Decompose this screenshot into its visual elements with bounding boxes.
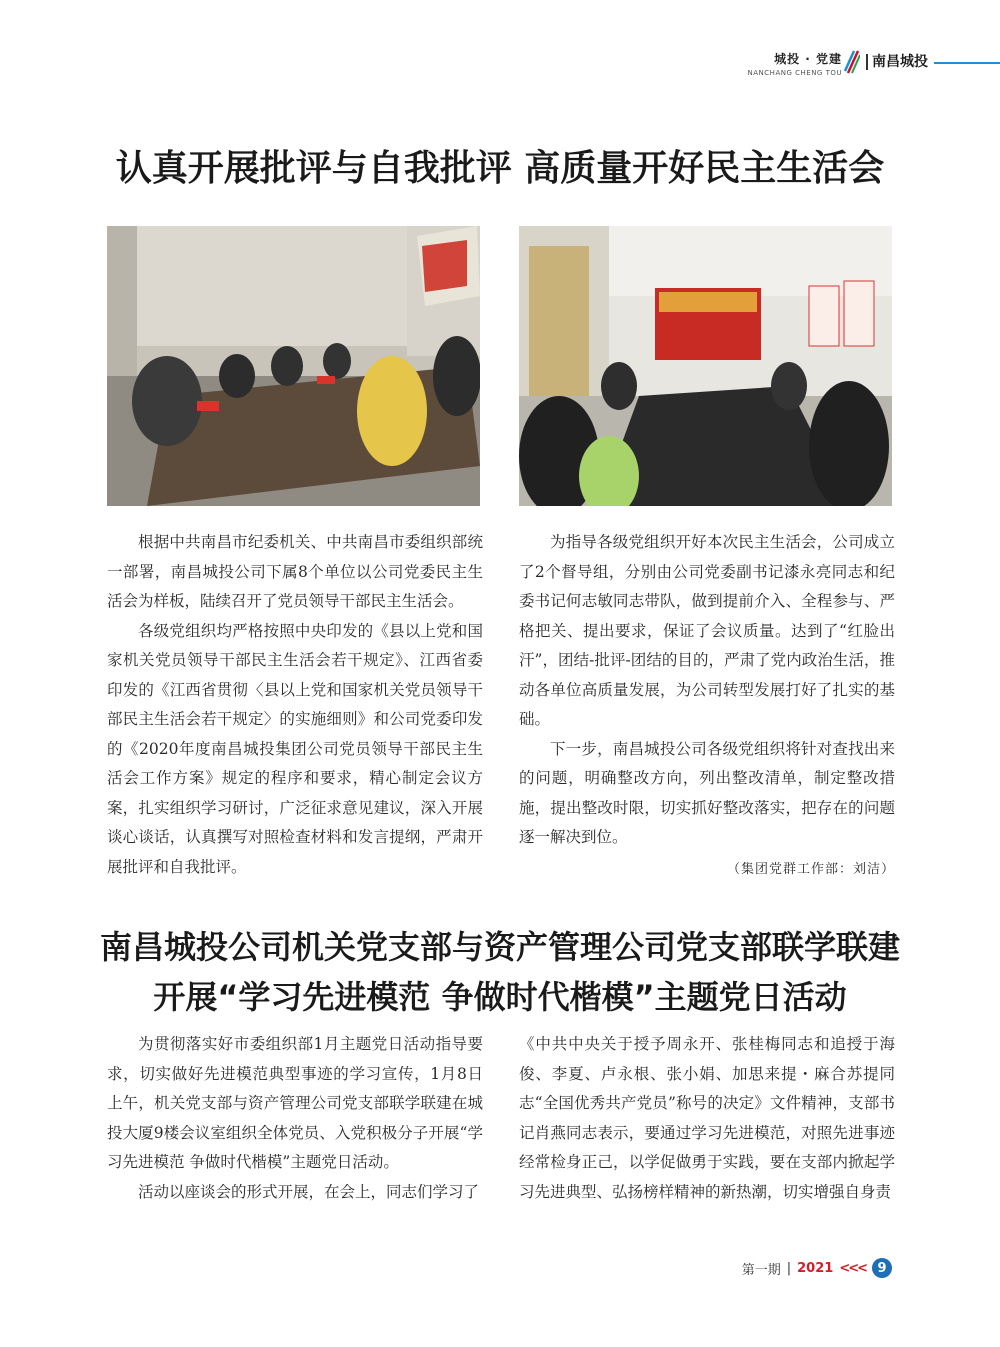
- header-brand: 南昌城投: [866, 54, 928, 70]
- article2-title: [0, 922, 1000, 1022]
- meeting-photo-left: [107, 226, 480, 506]
- article2-right-paragraph: 《中共中央关于授予周永开、张桂梅同志和追授于海俊、李夏、卢永根、张小娟、加思来提・麻合苏提同志“全国优秀共产党员”称号的决定》文件精神，支部书记肖燕同志表示，要通过学习先进模范，对照先进事迹经常检身正己，以学促做勇于实践，要在支部内掀起学习先进典型、弘扬榜样精神的新热潮，切实增强自身责: [519, 1035, 895, 1201]
- article2-left-paragraph: 活动以座谈会的形式开展，在会上，同志们学习了: [138, 1182, 480, 1201]
- article1-left-paragraph: 各级党组织均严格按照中央印发的《县以上党和国家机关党员领导干部民主生活会若干规定》、江西省委印发的《江西省贯彻〈县以上党和国家机关党员领导干部民主生活会若干规定〉的实施细则》和公司党委印发的《2020年度南昌城投集团公司党员领导干部民主生活会工作方案》规定的程序和要求，精心制定会议方案，扎实组织学习研讨，广泛征求意见建议，深入开展谈心谈话，认真撰写对照检查材料和发言提纲，严肃开展批评和自我批评。: [107, 621, 483, 876]
- article1-right-paragraph: 下一步，南昌城投公司各级党组织将针对查找出来的问题，明确整改方向，列出整改清单，制定整改措施，提出整改时限，切实抓好整改落实，把存在的问题逐一解决到位。: [519, 739, 895, 846]
- article2-left-paragraph: 为贯彻落实好市委组织部1月主题党日活动指导要求，切实做好先进模范典型事迹的学习宣传，1月8日上午，机关党支部与资产管理公司党支部联学联建在城投大厦9楼会议室组织全体党员、入党积极分子开展“学习先进模范 争做时代楷模”主题党日活动。: [107, 1035, 483, 1171]
- article1-left-paragraph: 根据中共南昌市纪委机关、中共南昌市委组织部统一部署，南昌城投公司下属8个单位以公司党委民主生活会为样板，陆续召开了党员领导干部民主生活会。: [107, 533, 483, 610]
- article1-credit: （集团党群工作部：刘洁）: [726, 861, 895, 877]
- article2-left-column: [107, 1030, 483, 1207]
- footer-year: 2021: [797, 1260, 834, 1276]
- article2-title-line1: 南昌城投公司机关党支部与资产管理公司党支部联学联建: [99, 928, 900, 966]
- article2-right-column: [519, 1030, 895, 1207]
- brand-logo-icon: [844, 50, 860, 74]
- article1-left-column: [107, 528, 483, 882]
- footer-divider: |: [786, 1260, 792, 1276]
- meeting-photo-right: [519, 226, 892, 506]
- header-accent-line: [934, 62, 1000, 64]
- page-footer: [742, 1258, 892, 1278]
- footer-issue: 第一期: [741, 1262, 781, 1278]
- header-subtitle: NANCHANG CHENG TOU: [747, 69, 842, 77]
- page-header: [700, 44, 1000, 84]
- article1-title: 认真开展批评与自我批评 高质量开好民主生活会: [115, 148, 885, 189]
- article1-right-column: [519, 528, 895, 884]
- article1-right-paragraph: 为指导各级党组织开好本次民主生活会，公司成立了2个督导组，分别由公司党委副书记漆永亮同志和纪委书记何志敏同志带队，做到提前介入、全程参与、严格把关、提出要求，保证了会议质量。达到了“红脸出汗”，团结-批评-团结的目的，严肃了党内政治生活，推动各单位高质量发展，为公司转型发展打好了扎实的基础。: [519, 533, 895, 728]
- page-number: 9: [872, 1258, 892, 1278]
- article2-title-line2: 开展“学习先进模范 争做时代楷模”主题党日活动: [153, 978, 847, 1016]
- header-text: [748, 50, 842, 77]
- footer-chevrons-icon: <<<: [839, 1260, 866, 1276]
- header-section: 城投 · 党建: [774, 52, 842, 66]
